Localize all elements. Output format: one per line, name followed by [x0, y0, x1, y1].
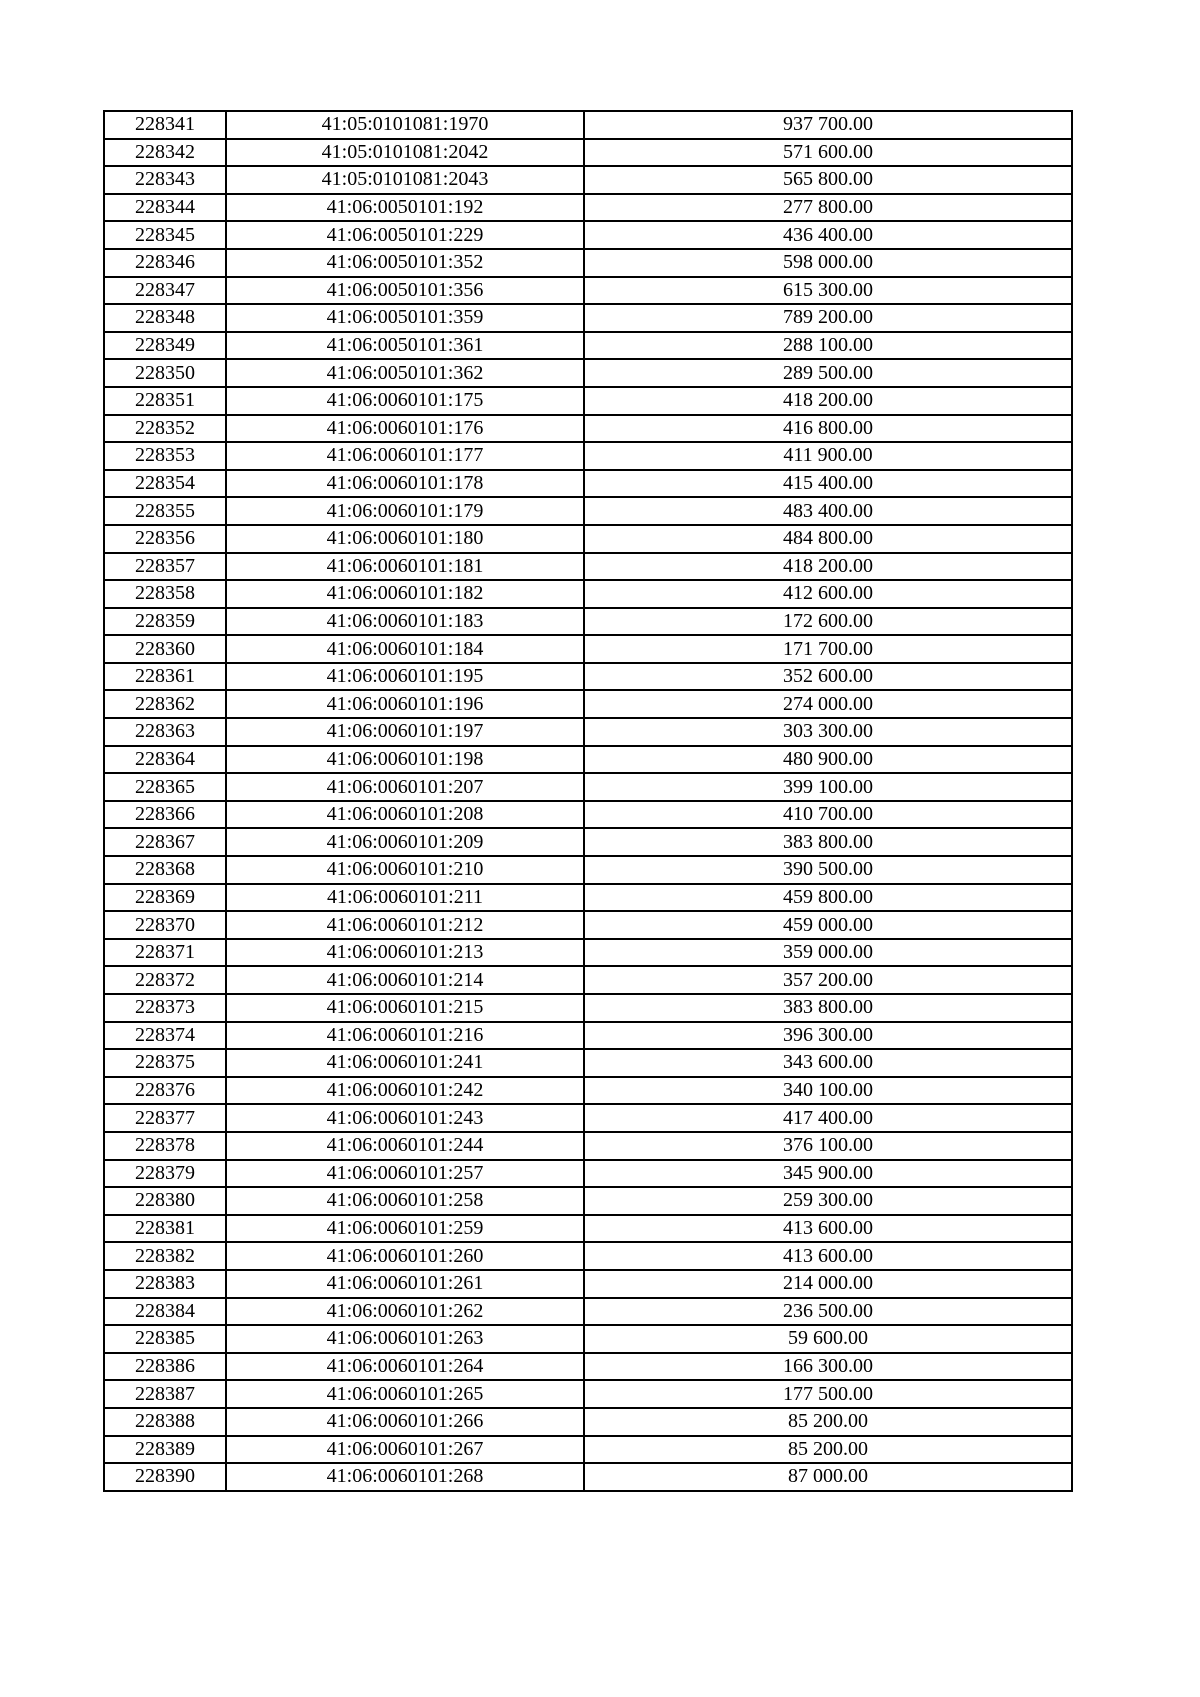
cadastral-number-cell: 41:06:0050101:359 [226, 304, 584, 332]
row-number-cell: 228364 [104, 746, 226, 774]
table-row [104, 415, 1072, 443]
table-row [104, 1049, 1072, 1077]
table-row [104, 1325, 1072, 1353]
table-row [104, 139, 1072, 167]
cadastral-value-cell: 383 800.00 [584, 994, 1072, 1022]
cadastral-value-cell: 937 700.00 [584, 111, 1072, 139]
cadastral-value-cell: 172 600.00 [584, 608, 1072, 636]
table-row [104, 608, 1072, 636]
cadastral-number-cell: 41:06:0060101:243 [226, 1104, 584, 1132]
table-row [104, 1215, 1072, 1243]
cadastral-number-cell: 41:06:0050101:192 [226, 194, 584, 222]
cadastral-number-cell: 41:06:0060101:176 [226, 415, 584, 443]
cadastral-number-cell: 41:06:0060101:261 [226, 1270, 584, 1298]
table-row [104, 856, 1072, 884]
table-row [104, 718, 1072, 746]
cadastral-value-cell: 480 900.00 [584, 746, 1072, 774]
cadastral-value-cell: 598 000.00 [584, 249, 1072, 277]
row-number-cell: 228388 [104, 1408, 226, 1436]
row-number-cell: 228359 [104, 608, 226, 636]
table-row [104, 1298, 1072, 1326]
cadastral-value-cell: 412 600.00 [584, 580, 1072, 608]
row-number-cell: 228354 [104, 470, 226, 498]
table-row [104, 194, 1072, 222]
cadastral-number-cell: 41:06:0060101:209 [226, 828, 584, 856]
cadastral-value-cell: 340 100.00 [584, 1077, 1072, 1105]
cadastral-number-cell: 41:06:0060101:196 [226, 690, 584, 718]
table-row [104, 663, 1072, 691]
row-number-cell: 228345 [104, 221, 226, 249]
cadastral-value-cell: 411 900.00 [584, 442, 1072, 470]
table-row [104, 1463, 1072, 1491]
row-number-cell: 228358 [104, 580, 226, 608]
row-number-cell: 228344 [104, 194, 226, 222]
table-row [104, 884, 1072, 912]
cadastral-number-cell: 41:06:0060101:215 [226, 994, 584, 1022]
row-number-cell: 228363 [104, 718, 226, 746]
cadastral-value-cell: 417 400.00 [584, 1104, 1072, 1132]
cadastral-number-cell: 41:06:0060101:213 [226, 939, 584, 967]
cadastral-value-table [103, 110, 1073, 1492]
cadastral-number-cell: 41:06:0050101:356 [226, 277, 584, 305]
row-number-cell: 228347 [104, 277, 226, 305]
cadastral-number-cell: 41:06:0060101:178 [226, 470, 584, 498]
cadastral-number-cell: 41:06:0060101:268 [226, 1463, 584, 1491]
table-row [104, 111, 1072, 139]
cadastral-number-cell: 41:05:0101081:2042 [226, 139, 584, 167]
table-row [104, 525, 1072, 553]
table-row [104, 1436, 1072, 1464]
cadastral-value-cell: 396 300.00 [584, 1022, 1072, 1050]
row-number-cell: 228390 [104, 1463, 226, 1491]
cadastral-number-cell: 41:06:0060101:260 [226, 1242, 584, 1270]
cadastral-value-cell: 303 300.00 [584, 718, 1072, 746]
table-row [104, 359, 1072, 387]
row-number-cell: 228375 [104, 1049, 226, 1077]
table-row [104, 1077, 1072, 1105]
cadastral-number-cell: 41:06:0060101:183 [226, 608, 584, 636]
cadastral-value-cell: 416 800.00 [584, 415, 1072, 443]
cadastral-value-cell: 288 100.00 [584, 332, 1072, 360]
cadastral-number-cell: 41:06:0060101:262 [226, 1298, 584, 1326]
row-number-cell: 228385 [104, 1325, 226, 1353]
cadastral-value-cell: 214 000.00 [584, 1270, 1072, 1298]
cadastral-number-cell: 41:06:0060101:211 [226, 884, 584, 912]
cadastral-number-cell: 41:06:0060101:214 [226, 966, 584, 994]
table-row [104, 994, 1072, 1022]
cadastral-number-cell: 41:06:0060101:259 [226, 1215, 584, 1243]
cadastral-number-cell: 41:06:0060101:184 [226, 635, 584, 663]
table-row [104, 1104, 1072, 1132]
cadastral-number-cell: 41:06:0050101:361 [226, 332, 584, 360]
table-row [104, 690, 1072, 718]
cadastral-value-cell: 413 600.00 [584, 1242, 1072, 1270]
cadastral-number-cell: 41:06:0060101:267 [226, 1436, 584, 1464]
table-row [104, 1353, 1072, 1381]
row-number-cell: 228343 [104, 166, 226, 194]
table-row [104, 553, 1072, 581]
cadastral-value-cell: 343 600.00 [584, 1049, 1072, 1077]
row-number-cell: 228386 [104, 1353, 226, 1381]
cadastral-value-cell: 376 100.00 [584, 1132, 1072, 1160]
cadastral-value-cell: 274 000.00 [584, 690, 1072, 718]
table-body [104, 111, 1072, 1491]
row-number-cell: 228376 [104, 1077, 226, 1105]
table-row [104, 939, 1072, 967]
row-number-cell: 228357 [104, 553, 226, 581]
row-number-cell: 228361 [104, 663, 226, 691]
cadastral-value-cell: 345 900.00 [584, 1160, 1072, 1188]
row-number-cell: 228389 [104, 1436, 226, 1464]
cadastral-value-cell: 352 600.00 [584, 663, 1072, 691]
cadastral-number-cell: 41:05:0101081:2043 [226, 166, 584, 194]
row-number-cell: 228378 [104, 1132, 226, 1160]
cadastral-value-cell: 259 300.00 [584, 1187, 1072, 1215]
cadastral-value-cell: 236 500.00 [584, 1298, 1072, 1326]
table-row [104, 497, 1072, 525]
cadastral-value-cell: 413 600.00 [584, 1215, 1072, 1243]
row-number-cell: 228369 [104, 884, 226, 912]
row-number-cell: 228374 [104, 1022, 226, 1050]
cadastral-number-cell: 41:06:0060101:175 [226, 387, 584, 415]
table-row [104, 1270, 1072, 1298]
cadastral-value-cell: 459 800.00 [584, 884, 1072, 912]
table-row [104, 1022, 1072, 1050]
table-row [104, 773, 1072, 801]
cadastral-number-cell: 41:06:0060101:180 [226, 525, 584, 553]
cadastral-number-cell: 41:06:0060101:257 [226, 1160, 584, 1188]
cadastral-value-cell: 459 000.00 [584, 911, 1072, 939]
row-number-cell: 228352 [104, 415, 226, 443]
row-number-cell: 228353 [104, 442, 226, 470]
cadastral-value-cell: 418 200.00 [584, 553, 1072, 581]
table-row [104, 635, 1072, 663]
table-row [104, 442, 1072, 470]
table-row [104, 580, 1072, 608]
cadastral-value-cell: 615 300.00 [584, 277, 1072, 305]
row-number-cell: 228348 [104, 304, 226, 332]
cadastral-number-cell: 41:06:0060101:177 [226, 442, 584, 470]
cadastral-value-cell: 390 500.00 [584, 856, 1072, 884]
cadastral-value-cell: 357 200.00 [584, 966, 1072, 994]
row-number-cell: 228349 [104, 332, 226, 360]
row-number-cell: 228380 [104, 1187, 226, 1215]
cadastral-value-cell: 789 200.00 [584, 304, 1072, 332]
row-number-cell: 228342 [104, 139, 226, 167]
table-row [104, 1408, 1072, 1436]
cadastral-value-cell: 399 100.00 [584, 773, 1072, 801]
cadastral-value-cell: 166 300.00 [584, 1353, 1072, 1381]
cadastral-number-cell: 41:06:0060101:265 [226, 1380, 584, 1408]
table-row [104, 304, 1072, 332]
cadastral-value-cell: 277 800.00 [584, 194, 1072, 222]
row-number-cell: 228382 [104, 1242, 226, 1270]
row-number-cell: 228379 [104, 1160, 226, 1188]
cadastral-value-cell: 410 700.00 [584, 801, 1072, 829]
table-row [104, 966, 1072, 994]
cadastral-value-cell: 359 000.00 [584, 939, 1072, 967]
cadastral-number-cell: 41:06:0060101:182 [226, 580, 584, 608]
cadastral-value-cell: 177 500.00 [584, 1380, 1072, 1408]
cadastral-number-cell: 41:06:0060101:242 [226, 1077, 584, 1105]
cadastral-number-cell: 41:06:0060101:212 [226, 911, 584, 939]
cadastral-value-cell: 59 600.00 [584, 1325, 1072, 1353]
row-number-cell: 228367 [104, 828, 226, 856]
cadastral-number-cell: 41:06:0060101:198 [226, 746, 584, 774]
cadastral-number-cell: 41:06:0060101:208 [226, 801, 584, 829]
cadastral-number-cell: 41:06:0060101:241 [226, 1049, 584, 1077]
cadastral-value-cell: 85 200.00 [584, 1408, 1072, 1436]
cadastral-number-cell: 41:06:0060101:216 [226, 1022, 584, 1050]
table-row [104, 1160, 1072, 1188]
cadastral-value-cell: 484 800.00 [584, 525, 1072, 553]
row-number-cell: 228365 [104, 773, 226, 801]
cadastral-value-cell: 415 400.00 [584, 470, 1072, 498]
row-number-cell: 228371 [104, 939, 226, 967]
cadastral-number-cell: 41:06:0050101:352 [226, 249, 584, 277]
table-row [104, 166, 1072, 194]
table-row [104, 746, 1072, 774]
table-row [104, 1132, 1072, 1160]
cadastral-value-cell: 483 400.00 [584, 497, 1072, 525]
cadastral-value-cell: 571 600.00 [584, 139, 1072, 167]
row-number-cell: 228370 [104, 911, 226, 939]
row-number-cell: 228372 [104, 966, 226, 994]
table-row [104, 828, 1072, 856]
cadastral-value-cell: 383 800.00 [584, 828, 1072, 856]
row-number-cell: 228368 [104, 856, 226, 884]
cadastral-number-cell: 41:06:0060101:197 [226, 718, 584, 746]
table-row [104, 387, 1072, 415]
cadastral-value-cell: 418 200.00 [584, 387, 1072, 415]
cadastral-value-cell: 87 000.00 [584, 1463, 1072, 1491]
row-number-cell: 228373 [104, 994, 226, 1022]
row-number-cell: 228381 [104, 1215, 226, 1243]
table-row [104, 911, 1072, 939]
table-row [104, 1187, 1072, 1215]
row-number-cell: 228346 [104, 249, 226, 277]
cadastral-number-cell: 41:06:0060101:266 [226, 1408, 584, 1436]
cadastral-number-cell: 41:06:0050101:229 [226, 221, 584, 249]
row-number-cell: 228341 [104, 111, 226, 139]
row-number-cell: 228387 [104, 1380, 226, 1408]
row-number-cell: 228384 [104, 1298, 226, 1326]
row-number-cell: 228362 [104, 690, 226, 718]
table-row [104, 801, 1072, 829]
cadastral-value-cell: 171 700.00 [584, 635, 1072, 663]
cadastral-number-cell: 41:06:0060101:258 [226, 1187, 584, 1215]
table-row [104, 221, 1072, 249]
table-row [104, 1242, 1072, 1270]
table-row [104, 277, 1072, 305]
cadastral-number-cell: 41:06:0060101:181 [226, 553, 584, 581]
cadastral-number-cell: 41:06:0060101:195 [226, 663, 584, 691]
row-number-cell: 228383 [104, 1270, 226, 1298]
cadastral-number-cell: 41:06:0060101:207 [226, 773, 584, 801]
cadastral-number-cell: 41:06:0060101:263 [226, 1325, 584, 1353]
cadastral-value-cell: 565 800.00 [584, 166, 1072, 194]
cadastral-number-cell: 41:06:0060101:264 [226, 1353, 584, 1381]
row-number-cell: 228355 [104, 497, 226, 525]
row-number-cell: 228356 [104, 525, 226, 553]
row-number-cell: 228360 [104, 635, 226, 663]
table-row [104, 332, 1072, 360]
cadastral-value-cell: 436 400.00 [584, 221, 1072, 249]
row-number-cell: 228351 [104, 387, 226, 415]
table-row [104, 470, 1072, 498]
cadastral-number-cell: 41:06:0050101:362 [226, 359, 584, 387]
table-row [104, 249, 1072, 277]
cadastral-value-cell: 85 200.00 [584, 1436, 1072, 1464]
row-number-cell: 228377 [104, 1104, 226, 1132]
cadastral-value-cell: 289 500.00 [584, 359, 1072, 387]
cadastral-number-cell: 41:06:0060101:210 [226, 856, 584, 884]
row-number-cell: 228350 [104, 359, 226, 387]
cadastral-number-cell: 41:05:0101081:1970 [226, 111, 584, 139]
row-number-cell: 228366 [104, 801, 226, 829]
table-row [104, 1380, 1072, 1408]
cadastral-number-cell: 41:06:0060101:179 [226, 497, 584, 525]
cadastral-number-cell: 41:06:0060101:244 [226, 1132, 584, 1160]
